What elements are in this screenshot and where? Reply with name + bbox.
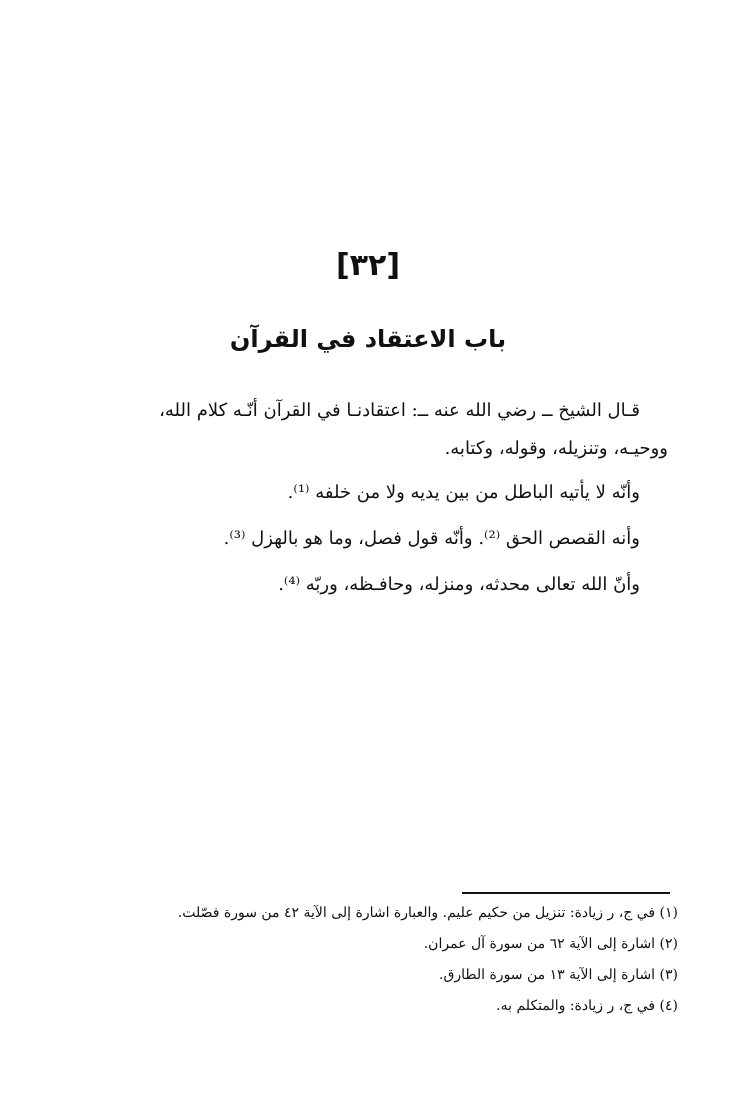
main-text (108, 392, 668, 612)
chapter-title: باب الاعتقاد في القرآن (229, 325, 507, 353)
paragraph-4: وأنّ الله تعالى محدثه، ومنزله، وحافـظه، وربّه ⁽⁴⁾. (278, 574, 640, 595)
chapter-number: [٣٢] (335, 248, 401, 283)
footnote-3: (٣) اشارة إلى الآية ١٣ من سورة الطارق. (439, 967, 678, 983)
paragraph-3: وأنه القصص الحق ⁽²⁾. وأنّه قول فصل، وما هو بالهزل ⁽³⁾. (223, 528, 640, 549)
footnote-4: (٤) في ج، ر زيادة: والمتكلم به. (496, 998, 678, 1014)
paragraph-2: وأنّه لا يأتيه الباطل من بين يديه ولا من خلفه ⁽¹⁾. (287, 482, 640, 503)
footnote-2: (٢) اشارة إلى الآية ٦٢ من سورة آل عمران. (423, 936, 678, 952)
footnote-1: (١) في ج، ر زيادة: تنزيل من حكيم عليم. والعبارة اشارة إلى الآية ٤٢ من سورة فصّلت. (177, 905, 678, 921)
footnote-divider (462, 892, 670, 894)
paragraph-1: قـال الشيخ ــ رضي الله عنه ــ: اعتقادنـا في القرآن أنّـه كلام الله، ووحيـه، وتنزيله، وقوله، وكتابه. (159, 400, 668, 459)
footnotes (170, 898, 678, 1022)
